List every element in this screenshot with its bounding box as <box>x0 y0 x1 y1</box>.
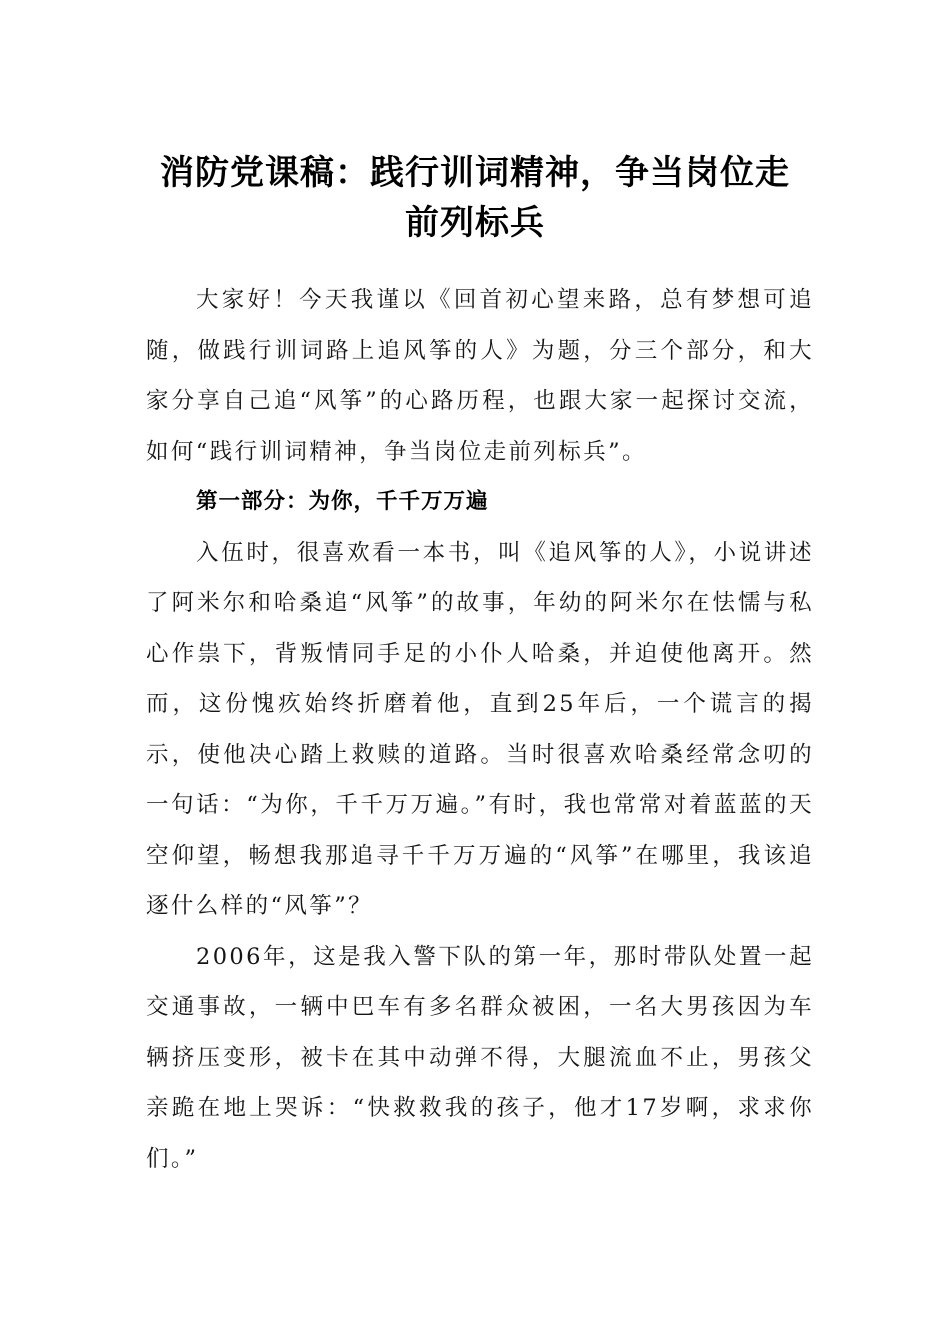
story-paragraph: 入伍时，很喜欢看一本书，叫《追风筝的人》，小说讲述了阿米尔和哈桑追“风筝”的故事，年幼的阿米尔在怯懦与私心作祟下，背叛情同手足的小仆人哈桑，并迫使他离开。然而，这份愧疚始终折磨着他，直到25年后，一个谎言的揭示，使他决心踏上救赎的道路。当时很喜欢哈桑经常念叨的一句话：“为你，千千万万遍。”有时，我也常常对着蓝蓝的天空仰望，畅想我那追寻千千万万遍的“风筝”在哪里，我该追逐什么样的“风筝”？ <box>146 539 814 919</box>
title-line-2: 前列标兵 <box>405 203 545 243</box>
rescue-paragraph: 2006年，这是我入警下队的第一年，那时带队处置一起交通事故，一辆中巴车有多名群众被困，一名大男孩因为车辆挤压变形，被卡在其中动弹不得，大腿流血不止，男孩父亲跪在地上哭诉：“快救救我的孩子，他才17岁啊，求求你们。” <box>146 943 814 1172</box>
intro-paragraph: 大家好！今天我谨以《回首初心望来路，总有梦想可追随，做践行训词路上追风筝的人》为题，分三个部分，和大家分享自己追“风筝”的心路历程，也跟大家一起探讨交流，如何“践行训词精神，争当岗位走前列标兵”。 <box>146 287 814 465</box>
document-title <box>140 148 810 248</box>
document-body <box>146 275 814 1184</box>
section-heading-part-one: 第一部分：为你，千千万万遍 <box>196 489 489 514</box>
title-line-1: 消防党课稿：践行训词精神，争当岗位走 <box>160 153 790 193</box>
